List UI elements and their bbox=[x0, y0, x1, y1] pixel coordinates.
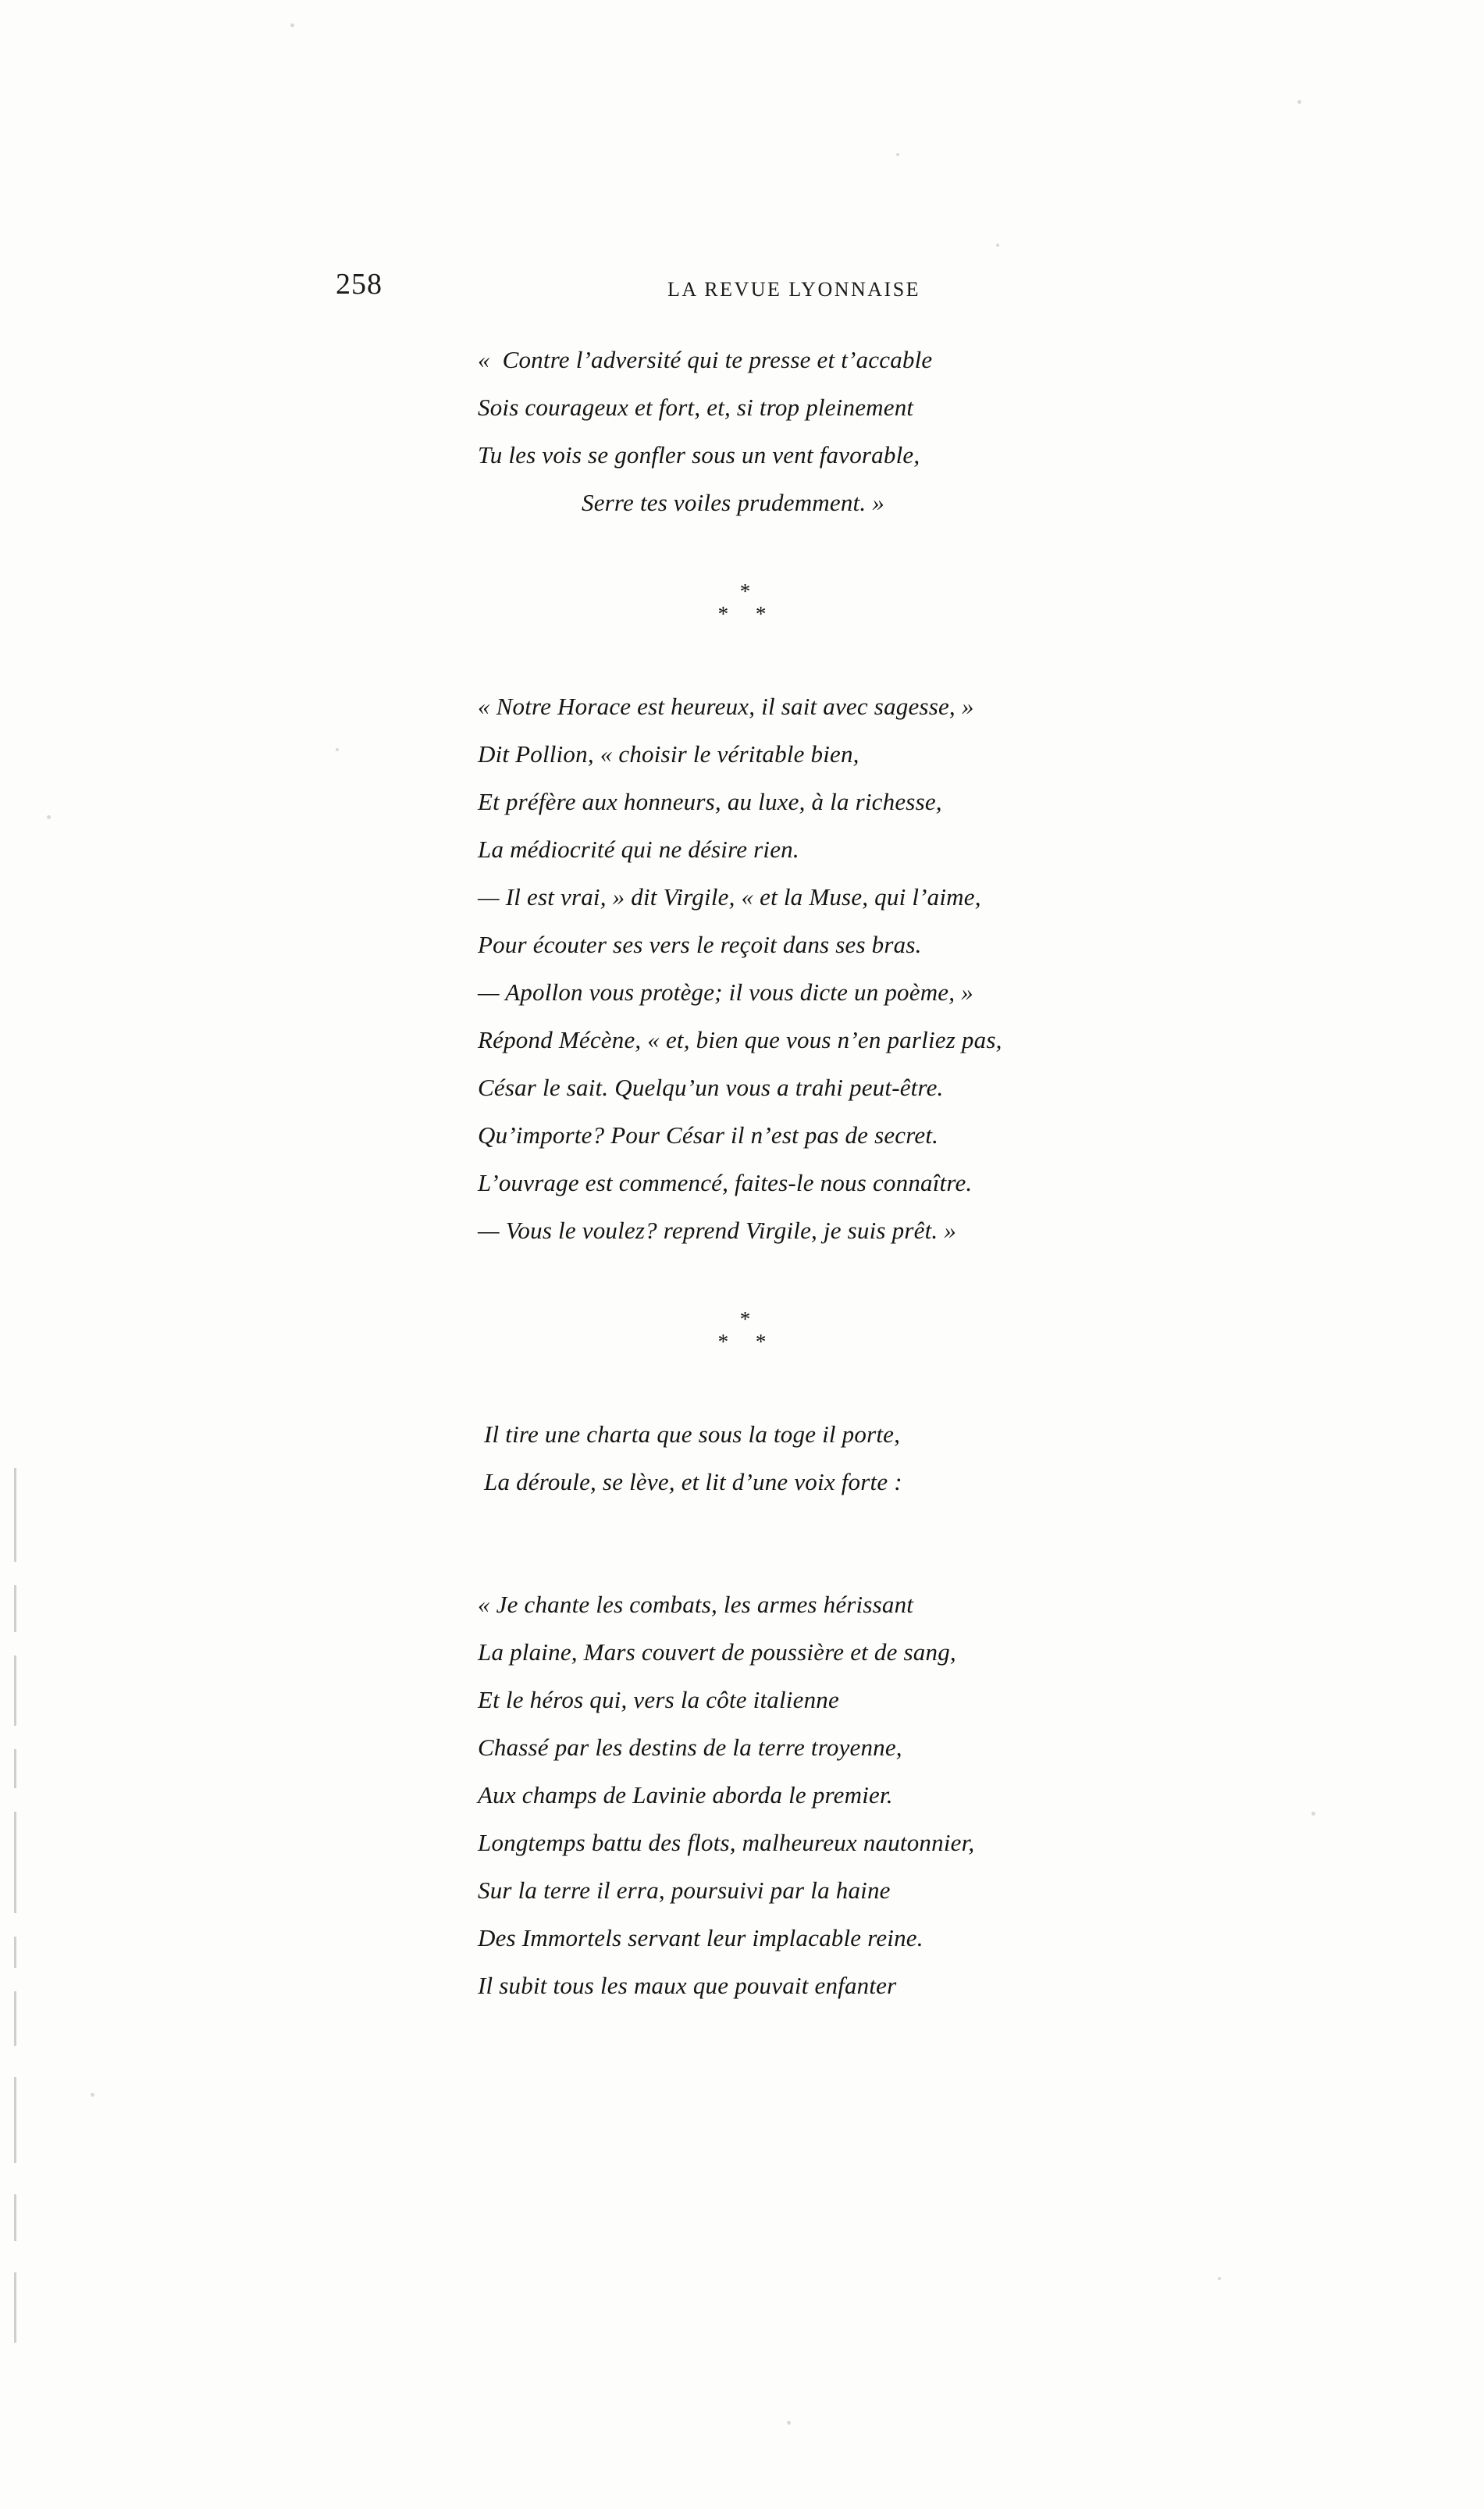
verse-line: César le sait. Quelqu’un vous a trahi peut-être. bbox=[478, 1074, 944, 1101]
verse-line: Tu les vois se gonfler sous un vent favorable, bbox=[478, 441, 920, 469]
stanza-block-3 bbox=[0, 1410, 1484, 1506]
asterisk-top: * bbox=[739, 1307, 751, 1331]
page-speck bbox=[896, 153, 899, 156]
spacer bbox=[0, 656, 1484, 682]
running-head-title: LA REVUE LYONNAISE bbox=[667, 278, 921, 301]
stanza-block-1 bbox=[0, 336, 1484, 526]
verse-line: Il subit tous les maux que pouvait enfanter bbox=[478, 1972, 897, 1999]
page-speck bbox=[290, 23, 294, 27]
verse-line: Qu’importe? Pour César il n’est pas de secret. bbox=[478, 1121, 939, 1149]
verse-line: « Contre l’adversité qui te presse et t’accable bbox=[478, 346, 933, 373]
spacer bbox=[0, 1254, 1484, 1309]
page-speck bbox=[336, 748, 339, 751]
scan-edge-artifacts bbox=[14, 1468, 25, 2390]
page-speck bbox=[1311, 1812, 1315, 1816]
page-body bbox=[0, 336, 1484, 2009]
verse-line: Chassé par les destins de la terre troyenne, bbox=[478, 1734, 902, 1761]
verse-line: Dit Pollion, « choisir le véritable bien, bbox=[478, 740, 859, 768]
verse-line: — Il est vrai, » dit Virgile, « et la Muse, qui l’aime, bbox=[478, 883, 981, 911]
verse-line: Longtemps battu des flots, malheureux nautonnier, bbox=[478, 1829, 975, 1856]
verse-line: Et le héros qui, vers la côte italienne bbox=[478, 1686, 839, 1713]
verse-line: Et préfère aux honneurs, au luxe, à la richesse, bbox=[478, 788, 942, 815]
page-speck bbox=[1297, 100, 1301, 104]
verse-line: Il tire une charta que sous la toge il porte, bbox=[484, 1420, 901, 1448]
verse-line: La plaine, Mars couvert de poussière et de sang, bbox=[478, 1638, 956, 1666]
stanza-block-2 bbox=[0, 682, 1484, 1254]
verse-line: La déroule, se lève, et lit d’une voix forte : bbox=[484, 1468, 902, 1495]
page-speck bbox=[1218, 2277, 1221, 2280]
verse-line: Des Immortels servant leur implacable reine. bbox=[478, 1924, 923, 1951]
page-speck bbox=[996, 244, 999, 247]
verse-line: Aux champs de Lavinie aborda le premier. bbox=[478, 1781, 893, 1809]
verse-line: — Vous le voulez? reprend Virgile, je suis prêt. » bbox=[478, 1217, 956, 1244]
page-number: 258 bbox=[336, 268, 383, 301]
stanza-block-4 bbox=[0, 1581, 1484, 2009]
asterisk-bottom: * * bbox=[717, 1330, 778, 1353]
spacer bbox=[0, 1384, 1484, 1410]
verse-line: Répond Mécène, « et, bien que vous n’en parliez pas, bbox=[478, 1026, 1002, 1053]
asterisk-bottom: * * bbox=[717, 602, 778, 625]
verse-line: — Apollon vous protège; il vous dicte un poème, » bbox=[478, 978, 973, 1006]
page-speck bbox=[47, 815, 51, 819]
spacer bbox=[0, 1506, 1484, 1581]
verse-line: Sur la terre il erra, poursuivi par la haine bbox=[478, 1876, 891, 1904]
page-speck bbox=[91, 2093, 94, 2097]
asterism-divider-1 bbox=[0, 581, 1484, 656]
verse-line: « Notre Horace est heureux, il sait avec sagesse, » bbox=[478, 693, 974, 720]
page-speck bbox=[787, 2421, 791, 2425]
verse-line: L’ouvrage est commencé, faites-le nous connaître. bbox=[478, 1169, 973, 1196]
verse-line: Pour écouter ses vers le reçoit dans ses bras. bbox=[478, 931, 922, 958]
asterism-divider-2 bbox=[0, 1309, 1484, 1384]
asterisk-top: * bbox=[739, 579, 751, 603]
verse-line: La médiocrité qui ne désire rien. bbox=[478, 836, 799, 863]
verse-line: Sois courageux et fort, et, si trop pleinement bbox=[478, 394, 914, 421]
spacer bbox=[0, 526, 1484, 581]
verse-line: Serre tes voiles prudemment. » bbox=[582, 489, 884, 516]
verse-line: « Je chante les combats, les armes hérissant bbox=[478, 1591, 914, 1618]
